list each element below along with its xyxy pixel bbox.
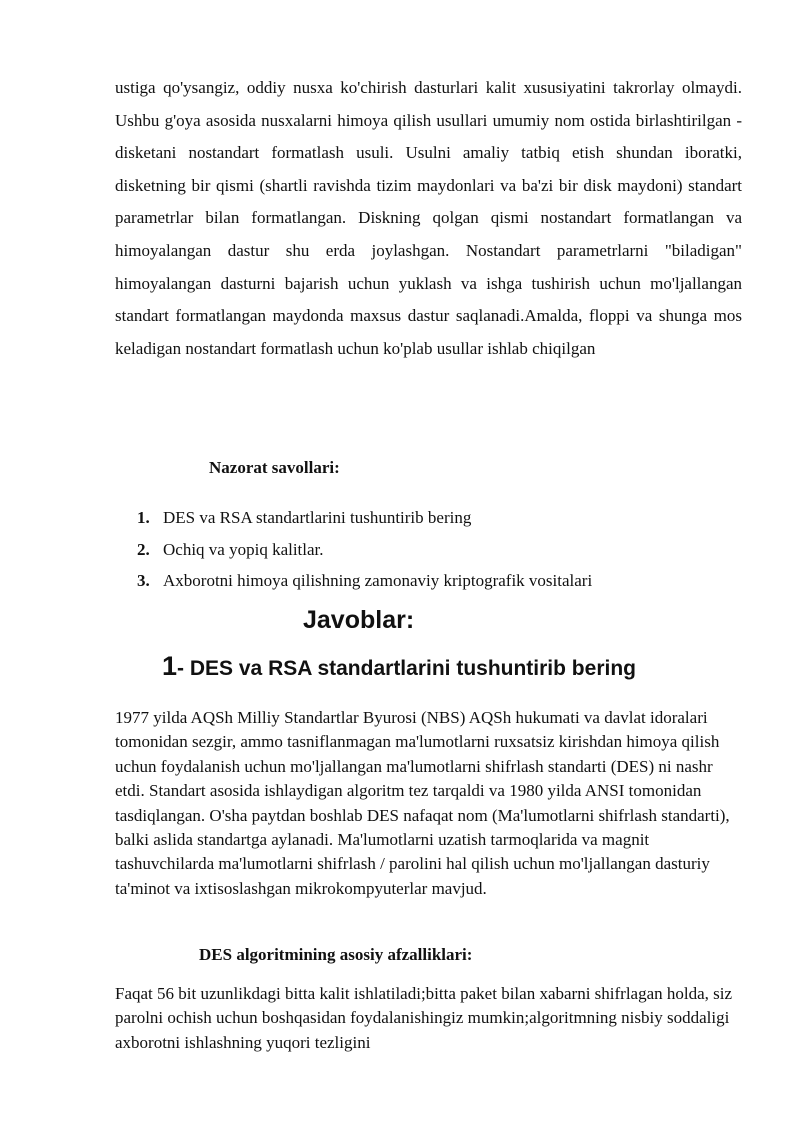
control-questions-list <box>115 505 755 600</box>
list-item-number: 1. <box>137 508 150 527</box>
list-item <box>115 505 755 537</box>
des-advantages-paragraph: Faqat 56 bit uzunlikdagi bitta kalit ishlatiladi;bitta paket bilan xabarni shifrlagan holda, siz parolni ochish uchun boshqasidan foydalanishingiz mumkin;algoritmning nisbiy soddaligi axborotni ishlashning yuqori tezligini <box>115 984 733 1052</box>
list-item-text: DES va RSA standartlarini tushuntirib bering <box>163 508 472 527</box>
section-title: - DES va RSA standartlarini tushuntirib bering <box>177 657 636 680</box>
intro-paragraph: ustiga qo'ysangiz, oddiy nusxa ko'chirish dasturlari kalit xususiyatini takrorlay olmaydi. Ushbu g'oya asosida nusxalarni himoya qilish usullari umumiy nom ostida birlashtirilgan - disketani nostandart formatlash usuli. Usulni amaliy tatbiq etish shundan iboratki, disketning bir qismi (shartli ravishda tizim maydonlari va ba'zi bir disk maydoni) standart parametrlar bilan formatlangan. Diskning qolgan qismi nostandart formatlangan va himoyalangan dastur shu erda joylashgan. Nostandart parametrlarni "biladigan" himoyalangan dasturni bajarish uchun yuklash va ishga tushirish uchun mo'ljallangan standart formatlangan maydonda maxsus dastur saqlanadi.Amalda, floppi va shunga mos keladigan nostandart formatlash uchun ko'plab usullar ishlab chiqilgan <box>115 78 742 358</box>
list-item <box>115 537 755 569</box>
des-advantages-heading: DES algoritmining asosiy afzalliklari: <box>199 945 473 964</box>
control-questions-heading: Nazorat savollari: <box>209 458 340 477</box>
list-item-text: Ochiq va yopiq kalitlar. <box>163 539 324 559</box>
answers-heading: Javoblar: <box>303 606 415 634</box>
list-item-number: 2. <box>137 539 150 559</box>
list-item-number: 3. <box>137 571 150 590</box>
section-number: 1 <box>162 651 178 681</box>
list-item-text: Axborotni himoya qilishning zamonaviy kriptografik vositalari <box>163 571 593 590</box>
des-history-paragraph: 1977 yilda AQSh Milliy Standartlar Byurosi (NBS) AQSh hukumati va davlat idoralari tomonidan sezgir, ammo tasniflanmagan ma'lumotlarni ruxsatsiz kirishdan himoya qilish uchun foydalanish uchun mo'ljallangan ma'lumotlarni shifrlash standarti (DES) ni nashr etdi. Standart asosida ishlaydigan algoritm tez tarqaldi va 1980 yilda ANSI tomonidan tasdiqlangan. O'sha paytdan boshlab DES nafaqat nom (Ma'lumotlarni shifrlash standarti), balki aslida standartga aylanadi. Ma'lumotlarni uzatish tarmoqlarida va magnit tashuvchilarda ma'lumotlarni shifrlash / parolini hal qilish uchun mo'ljallangan dasturiy ta'minot va ixtisoslashgan mikrokompyuterlar mavjud. <box>115 708 730 898</box>
section-heading <box>162 650 636 685</box>
list-item <box>115 568 755 600</box>
